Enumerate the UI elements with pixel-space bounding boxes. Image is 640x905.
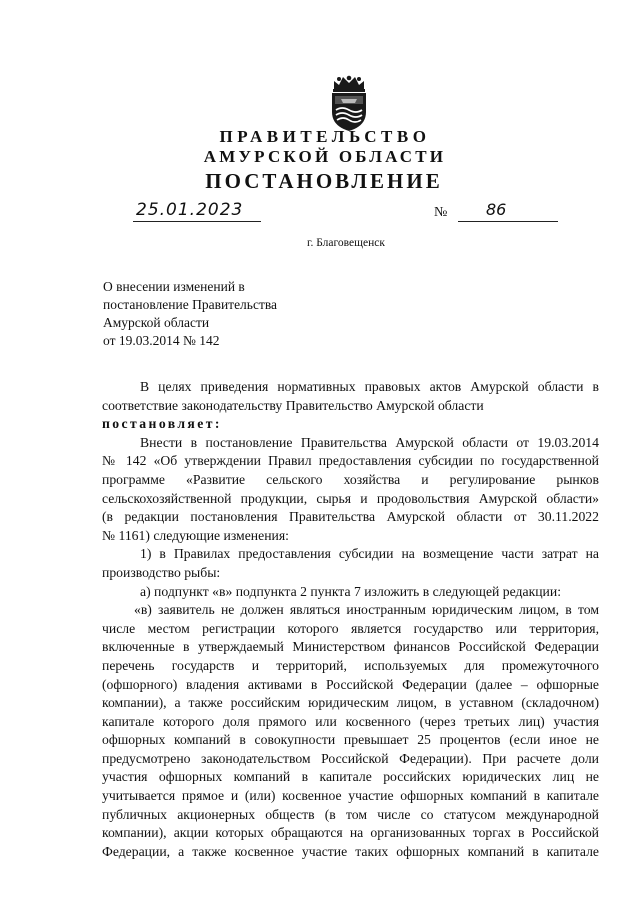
body-line: Федерации, а также косвенное участие таких офшорных компаний в капитале: [102, 843, 599, 859]
date-underline: [133, 221, 261, 222]
body-line: офшорных компаний в совокупности превышает 25 процентов (если иное не: [102, 732, 599, 748]
document-subject: [103, 278, 277, 350]
body-line: компании), акции которых обращаются на организованных торгах в Российской: [102, 825, 599, 841]
number-underline: [458, 221, 558, 222]
amur-region-coat-of-arms-icon: [326, 74, 372, 132]
body-line: сельскохозяйственной продукции, сырья и продовольствия Амурской области»: [102, 490, 599, 506]
handwritten-number: 86: [486, 200, 507, 219]
body-line: производство рыбы:: [102, 564, 221, 580]
body-line: учитывается прямое и (или) косвенное участие офшорных компаний в капитале: [102, 788, 599, 804]
government-title-line1: ПРАВИТЕЛЬСТВО: [219, 127, 431, 146]
body-line: В целях приведения нормативных правовых актов Амурской области в: [140, 379, 599, 394]
subject-line: О внесении изменений в: [103, 279, 245, 294]
body-line: компании), а также российским юридическим лицом, в уставном (складочном): [102, 695, 599, 711]
subject-line: постановление Правительства: [103, 297, 278, 312]
body-line: а) подпункт «в» подпункта 2 пункта 7 изложить в следующей редакции:: [140, 583, 561, 599]
body-line-decree-verb: постановляет:: [102, 416, 222, 432]
government-title-line2: АМУРСКОЙ ОБЛАСТИ: [203, 147, 447, 166]
body-line: 1) в Правилах предоставления субсидии на возмещение части затрат на: [140, 546, 599, 562]
body-line: соответствие законодательству Правительство Амурской области: [102, 397, 484, 413]
body-line: «в) заявитель не должен являться иностранным юридическим лицом, в том: [134, 602, 599, 618]
body-line: (офшорного) владения активами в Российской Федерации (далее – офшорные: [102, 676, 599, 692]
body-line: № 1161) следующие изменения:: [102, 527, 289, 543]
number-label: №: [434, 205, 448, 220]
body-line: числе местом регистрации которого является государство или территория,: [102, 620, 599, 636]
body-line: № 142 «Об утверждении Правил предоставления субсидии по государственной: [102, 453, 599, 469]
body-line: Внести в постановление Правительства Амурской области от 19.03.2014: [140, 434, 599, 450]
body-line: (в редакции постановления Правительства Амурской области от 30.11.2022: [102, 509, 599, 525]
document-type-title: ПОСТАНОВЛЕНИЕ: [205, 169, 443, 193]
body-line: включенные в утверждаемый Министерством финансов Российской Федерации: [102, 639, 599, 655]
body-line: программе «Развитие сельского хозяйства и регулирование рынков: [102, 471, 599, 487]
body-line: перечень государств и территорий, используемых для промежуточного: [102, 657, 599, 673]
body-line: публичных акционерных обществ (в том числе со статусом международной: [102, 806, 599, 822]
subject-line: от 19.03.2014 № 142: [103, 333, 220, 348]
handwritten-date: 25.01.2023: [136, 200, 244, 220]
city-name: г. Благовещенск: [307, 237, 385, 249]
body-line: предусмотрено законодательством Российской Федерации). При расчете доли: [102, 750, 599, 766]
document-body: [102, 378, 599, 861]
subject-line: Амурской области: [103, 315, 210, 330]
body-line: капитале которого доля прямого или косвенного (через третьих лиц) участия: [102, 713, 599, 729]
body-line: участия офшорных компаний в капитале российских юридических лиц не: [102, 769, 599, 785]
